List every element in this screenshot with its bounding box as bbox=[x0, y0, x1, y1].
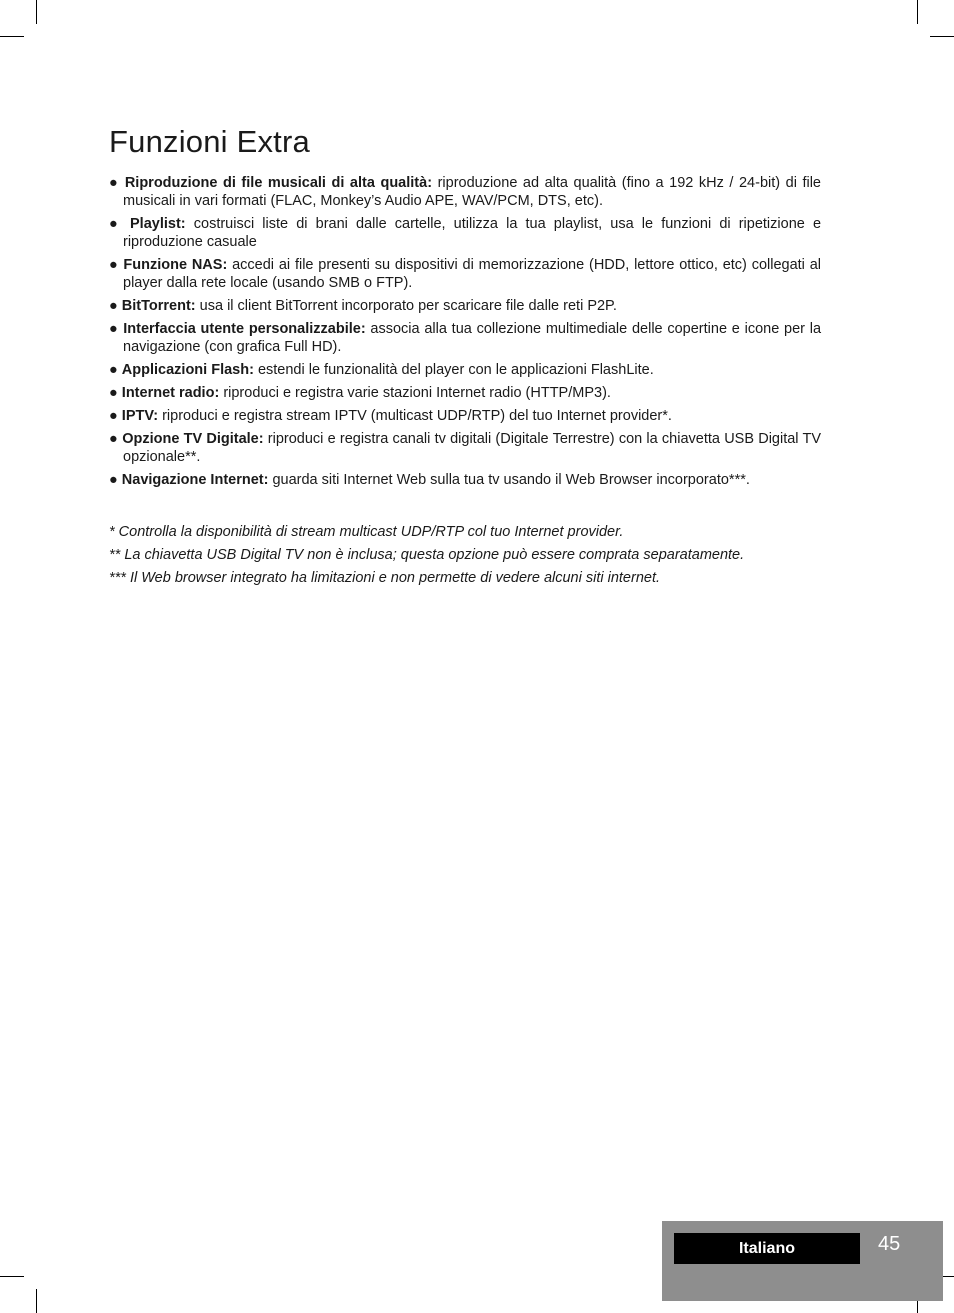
crop-mark bbox=[36, 0, 37, 24]
bullet: ● bbox=[109, 362, 118, 378]
page-title: Funzioni Extra bbox=[109, 124, 310, 159]
feature-text: riproduzione ad alta qualità (fino a 192 kHz / 24-bit) di file musicali in vari formati (FLAC, Monkey’s Audio APE, WAV/PCM, DTS, etc). bbox=[123, 175, 822, 209]
feature-term: Funzione NAS: bbox=[123, 257, 228, 273]
feature-list bbox=[109, 174, 821, 494]
list-item bbox=[109, 384, 821, 402]
bullet: ● bbox=[109, 216, 122, 232]
bullet: ● bbox=[109, 472, 118, 488]
feature-text: associa alla tua collezione multimediale delle copertine e icone per la navigazione (con grafica Full HD). bbox=[123, 321, 822, 355]
feature-term: BitTorrent: bbox=[121, 298, 196, 314]
feature-term: Opzione TV Digitale: bbox=[122, 431, 264, 447]
list-item bbox=[109, 297, 821, 315]
footnote: *** Il Web browser integrato ha limitazioni e non permette di vedere alcuni siti internet. bbox=[109, 570, 661, 586]
feature-text: guarda siti Internet Web sulla tua tv usando il Web Browser incorporato***. bbox=[272, 472, 750, 488]
bullet: ● bbox=[109, 175, 120, 191]
bullet: ● bbox=[109, 257, 119, 273]
list-item bbox=[109, 407, 821, 425]
list-item bbox=[109, 320, 821, 356]
feature-text: estendi le funzionalità del player con le applicazioni FlashLite. bbox=[257, 362, 654, 378]
feature-text: riproduci e registra varie stazioni Internet radio (HTTP/MP3). bbox=[223, 385, 611, 401]
list-item bbox=[109, 430, 821, 466]
list-item bbox=[109, 361, 821, 379]
list-item bbox=[109, 256, 821, 292]
feature-term: Navigazione Internet: bbox=[121, 472, 269, 488]
footnote: * Controlla la disponibilità di stream multicast UDP/RTP col tuo Internet provider. bbox=[109, 524, 624, 540]
feature-text: riproduci e registra canali tv digitali (Digitale Terrestre) con la chiavetta USB Digital TV opzionale**. bbox=[123, 431, 822, 465]
bullet: ● bbox=[109, 431, 118, 447]
feature-term: Interfaccia utente personalizzabile: bbox=[123, 321, 366, 337]
list-item bbox=[109, 471, 821, 489]
crop-mark bbox=[930, 36, 954, 37]
feature-term: Applicazioni Flash: bbox=[121, 362, 254, 378]
page-footer bbox=[662, 1221, 943, 1301]
language-label: Italiano bbox=[674, 1233, 860, 1264]
crop-mark bbox=[0, 1276, 24, 1277]
page-number: 45 bbox=[878, 1233, 901, 1255]
bullet: ● bbox=[109, 298, 118, 314]
feature-text: accedi ai file presenti su dispositivi di memorizzazione (HDD, lettore ottico, etc) collegati al player dalla rete locale (usando SMB o FTP). bbox=[123, 257, 821, 291]
list-item bbox=[109, 215, 821, 251]
feature-term: Internet radio: bbox=[121, 385, 220, 401]
crop-mark bbox=[36, 1289, 37, 1313]
feature-term: Riproduzione di file musicali di alta qualità: bbox=[124, 175, 433, 191]
list-item bbox=[109, 174, 821, 210]
bullet: ● bbox=[109, 408, 118, 424]
crop-mark bbox=[917, 0, 918, 24]
feature-text: usa il client BitTorrent incorporato per scaricare file dalle reti P2P. bbox=[199, 298, 617, 314]
feature-text: riproduci e registra stream IPTV (multicast UDP/RTP) del tuo Internet provider*. bbox=[162, 408, 672, 424]
crop-mark bbox=[0, 36, 24, 37]
footnote: ** La chiavetta USB Digital TV non è inclusa; questa opzione può essere comprata separatamente. bbox=[109, 547, 745, 563]
bullet: ● bbox=[109, 385, 118, 401]
bullet: ● bbox=[109, 321, 119, 337]
feature-text: costruisci liste di brani dalle cartelle, utilizza la tua playlist, usa le funzioni di ripetizione e riproduzione casuale bbox=[123, 216, 822, 250]
footnotes bbox=[109, 523, 829, 592]
feature-term: IPTV: bbox=[121, 408, 159, 424]
feature-term: Playlist: bbox=[130, 216, 186, 232]
